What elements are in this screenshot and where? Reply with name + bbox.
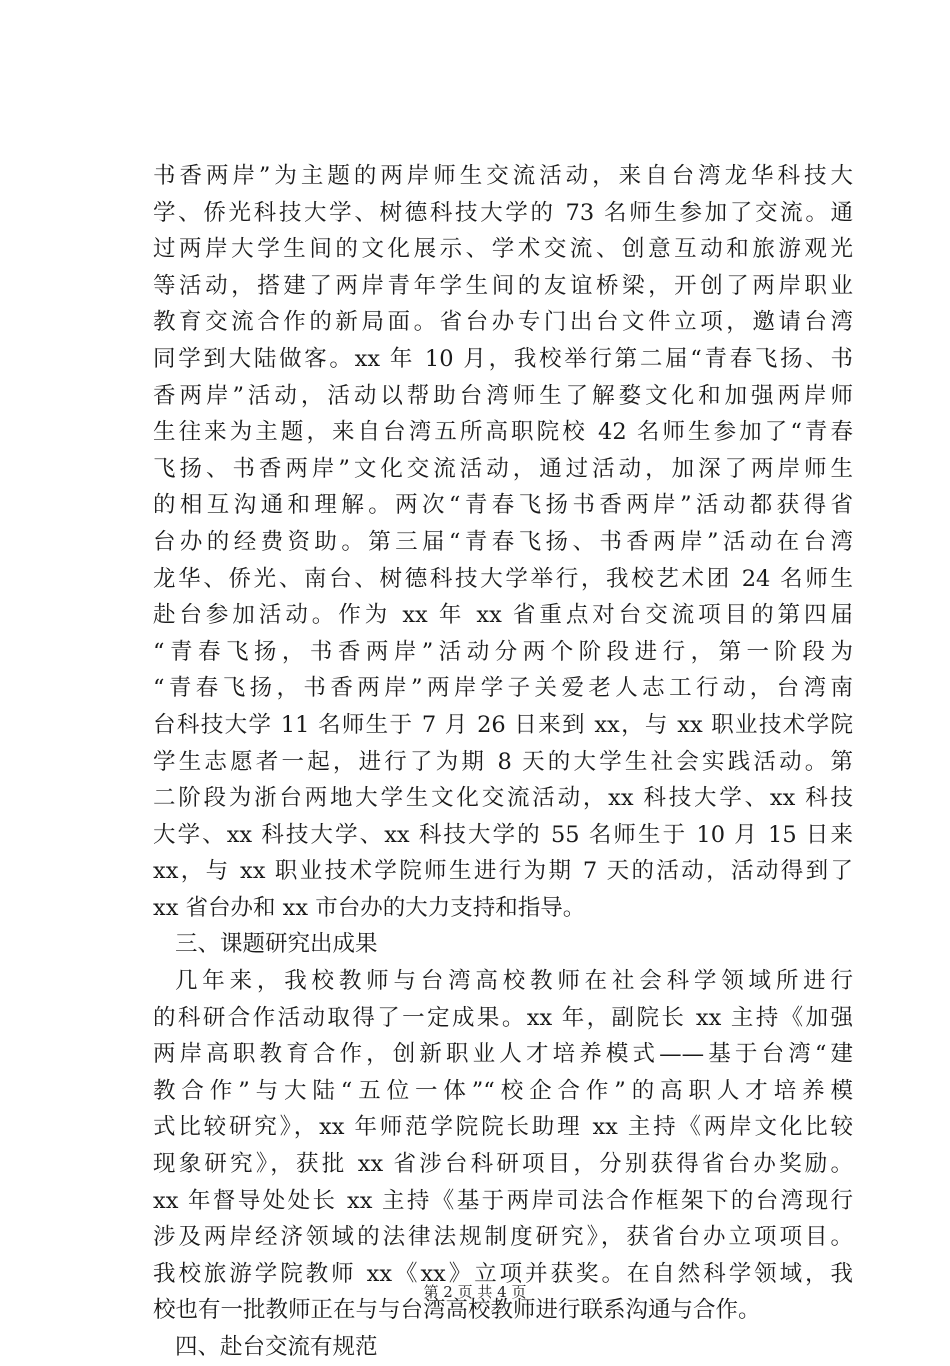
text-line: 大学、xx 科技大学、xx 科技大学的 55 名师生于 10 月 15 日来 [153, 821, 853, 848]
text-line: 等活动，搭建了两岸青年学生间的友谊桥梁，开创了两岸职业 [153, 272, 853, 299]
text-line: 式比较研究》，xx 年师范学院院长助理 xx 主持《两岸文化比较 [153, 1114, 853, 1141]
text-line: 学、侨光科技大学、树德科技大学的 73 名师生参加了交流。通 [153, 199, 853, 226]
page-footer: 第 2 页 共 4 页 [423, 1283, 527, 1301]
document-body [153, 158, 853, 1366]
text-line: 学生志愿者一起，进行了为期 8 天的大学生社会实践活动。第 [153, 748, 853, 775]
text-line: 书香两岸”为主题的两岸师生交流活动，来自台湾龙华科技大 [153, 163, 853, 189]
text-line: 的相互沟通和理解。两次“青春飞扬书香两岸”活动都获得省 [153, 492, 853, 519]
text-line: 台科技大学 11 名师生于 7 月 26 日来到 xx，与 xx 职业技术学院 [153, 711, 853, 738]
text-line: 两岸高职教育合作，创新职业人才培养模式——基于台湾“建 [153, 1041, 853, 1068]
text-line: xx 省台办和 xx 市台办的大力支持和指导。 [153, 894, 586, 921]
text-line: 过两岸大学生间的文化展示、学术交流、创意互动和旅游观光 [153, 236, 853, 263]
text-line: 几年来，我校教师与台湾高校教师在社会科学领域所进行 [175, 968, 853, 995]
text-line: xx，与 xx 职业技术学院师生进行为期 7 天的活动，活动得到了 [153, 858, 853, 885]
section-heading: 四、赴台交流有规范 [175, 1334, 378, 1360]
text-line: 同学到大陆做客。xx 年 10 月，我校举行第二届“青春飞扬、书 [153, 345, 853, 372]
text-line: “青春飞扬，书香两岸”两岸学子关爱老人志工行动，台湾南 [153, 675, 853, 702]
text-line: xx 年督导处处长 xx 主持《基于两岸司法合作框架下的台湾现行 [153, 1187, 853, 1214]
text-line: 我校旅游学院教师 xx《xx》立项并获奖。在自然科学领域，我 [153, 1260, 853, 1287]
text-line: 校也有一批教师正在与与台湾高校教师进行联系沟通与合作。 [153, 1297, 761, 1324]
text-line: 二阶段为浙台两地大学生文化交流活动，xx 科技大学、xx 科技 [153, 785, 853, 812]
text-line: 教合作”与大陆“五位一体”“校企合作”的高职人才培养模 [153, 1077, 853, 1104]
text-line: 台办的经费资助。第三届“青春飞扬、书香两岸”活动在台湾 [153, 528, 853, 555]
text-line: 涉及两岸经济领域的法律法规制度研究》，获省台办立项项目。 [153, 1224, 853, 1251]
text-line: 教育交流合作的新局面。省台办专门出台文件立项，邀请台湾 [153, 309, 853, 336]
text-line: 飞扬、书香两岸”文化交流活动，通过活动，加深了两岸师生 [153, 455, 853, 482]
text-line: 现象研究》，获批 xx 省涉台科研项目，分别获得省台办奖励。 [153, 1151, 853, 1178]
text-line: 赴台参加活动。作为 xx 年 xx 省重点对台交流项目的第四届 [153, 602, 853, 629]
text-line: “青春飞扬，书香两岸”活动分两个阶段进行，第一阶段为 [153, 638, 853, 665]
text-line: 生往来为主题，来自台湾五所高职院校 42 名师生参加了“青春 [153, 419, 853, 446]
section-heading: 三、课题研究出成果 [175, 931, 378, 958]
text-line: 香两岸”活动，活动以帮助台湾师生了解婺文化和加强两岸师 [153, 382, 853, 409]
text-line: 龙华、侨光、南台、树德科技大学举行，我校艺术团 24 名师生 [153, 565, 853, 592]
text-line: 的科研合作活动取得了一定成果。xx 年，副院长 xx 主持《加强 [153, 1004, 853, 1031]
